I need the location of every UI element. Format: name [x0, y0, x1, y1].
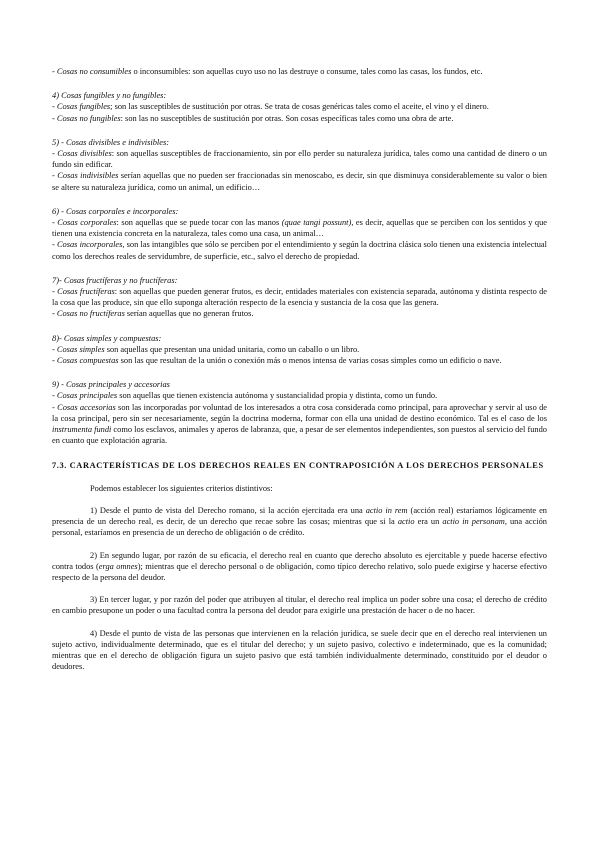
criterion-4: 4) Desde el punto de vista de las personas que intervienen en la relación jurídica, se suele decir que en el derecho real intervienen un sujeto activo, individualmente determinado, que es el titular del derecho; y un sujeto pasivo, colectivo e indeterminado, que es la comunidad; mientras que en el derecho de obligación figura un sujeto pasivo que está también individualmente determinado, constituido por el deudor o deudores.	[52, 628, 547, 672]
heading-divisibles: 5) - Cosas divisibles e indivisibles:	[52, 137, 170, 147]
item-cosas-accesorias: - Cosas accesorias son las incorporadas por voluntad de los interesados a otra cosa considerada como principal, para aprovechar y servir al uso de la cosa principal, pero sin ser necesariamente, según la doctrina moderna, formar con ella una unidad de destino económico. Tal es el caso de los instrumenta fundi como los esclavos, animales y aperos de labranza, que, a pesar de ser elementos independientes, son puestos al servicio del fundo en cuanto que explotación agraria.	[52, 402, 547, 446]
item-cosas-no-fungibles: - Cosas no fungibles: son las no susceptibles de sustitución por otras. Son cosas específicas tales como una obra de arte.	[52, 113, 454, 123]
item-cosas-fructiferas: - Cosas fructíferas: son aquellas que pueden generar frutos, es decir, entidades materiales con existencia separada, autónoma y distinta respecto de la cosa que las produce, sin que ello suponga alteración respecto de la esencia y sustancia de la cosa que las genera.	[52, 287, 547, 308]
heading-principales: 9) - Cosas principales y accesorias	[52, 380, 170, 390]
item-cosas-fungibles: - Cosas fungibles; son las susceptibles de sustitución por otras. Se trata de cosas genéricas tales como el aceite, el vino y el dinero.	[52, 102, 489, 112]
item-cosas-compuestas: - Cosas compuestas son las que resultan de la unión o conexión más o menos intensa de varias cosas simples como un edificio o nave.	[52, 356, 502, 366]
item-cosas-incorporales: - Cosas incorporales, son las intangibles que sólo se perciben por el entendimiento y según la doctrina clásica solo tienen una existencia intelectual como los derechos reales de servidumbre, de superficie, etc., salvo el derecho de propiedad.	[52, 240, 547, 261]
item-cosas-no-fructiferas: - Cosas no fructíferas serían aquellas que no generan frutos.	[52, 309, 254, 319]
heading-corporales: 6) - Cosas corporales e incorporales:	[52, 206, 179, 216]
section-title: 7.3. CARACTERÍSTICAS DE LOS DERECHOS REALES EN CONTRAPOSICIÓN A LOS DERECHOS PERSONALES	[52, 461, 544, 471]
item-cosas-corporales: - Cosas corporales: son aquellas que se puede tocar con las manos (quae tangi possunt), es decir, aquellas que se perciben con los sentidos y que tienen una existencia concreta en la naturaleza, tales como una casa, un animal…	[52, 218, 547, 239]
item-cosas-principales: - Cosas principales son aquellas que tienen existencia autónoma y sustancialidad propia y distinta, como un fundo.	[52, 391, 438, 401]
item-cosas-indivisibles: - Cosas indivisibles serían aquellas que no pueden ser fraccionadas sin menoscabo, es decir, sin que disminuya considerablemente su valor o bien se altere su naturaleza jurídica, como un animal, un edificio…	[52, 171, 547, 192]
section-intro: Podemos establecer los siguientes criterios distintivos:	[90, 483, 273, 493]
criterion-3: 3) En tercer lugar, y por razón del poder que atribuyen al titular, el derecho real implica un poder sobre una cosa; el derecho de crédito en cambio presupone un poder o una facultad contra la persona del deudor para exigirle una prestación de hacer o de no hacer.	[52, 595, 547, 616]
item-cosas-divisibles: - Cosas divisibles: son aquellas susceptibles de fraccionamiento, sin por ello perder su naturaleza jurídica, tales como una cantidad de dinero o un fundo sin edificar.	[52, 149, 547, 170]
item-cosas-simples: - Cosas simples son aquellas que presentan una unidad unitaria, como un caballo o un libro.	[52, 344, 360, 354]
term: Cosas no consumibles	[56, 67, 132, 76]
heading-simples: 8)- Cosas simples y compuestas:	[52, 333, 162, 343]
item-cosas-no-consumibles: - Cosas no consumibles o inconsumibles: son aquellas cuyo uso no las destruye o consume, tales como las casas, los fundos, etc.	[52, 67, 483, 76]
heading-fructiferas: 7)- Cosas fructíferas y no fructíferas:	[52, 275, 178, 285]
criterion-2: 2) En segundo lugar, por razón de su eficacia, el derecho real en cuanto que derecho absoluto es ejercitable y puede hacerse efectivo contra todos (erga omnes); mientras que el derecho personal o de obligación, como típico derecho relativo, solo puede exigirse y hacerse efectivo respecto de la persona del deudor.	[52, 550, 547, 582]
criterion-1: 1) Desde el punto de vista del Derecho romano, si la acción ejercitada era una actio in rem (acción real) estaríamos lógicamente en presencia de un derecho real, es decir, de un derecho que recae sobre las cosas; mientras que si la actio era un actio in personam, una acción personal, estaríamos en presencia de un derecho de obligación o de crédito.	[52, 505, 547, 538]
heading-fungibles: 4) Cosas fungibles y no fungibles:	[52, 91, 167, 101]
document-page	[52, 66, 547, 672]
